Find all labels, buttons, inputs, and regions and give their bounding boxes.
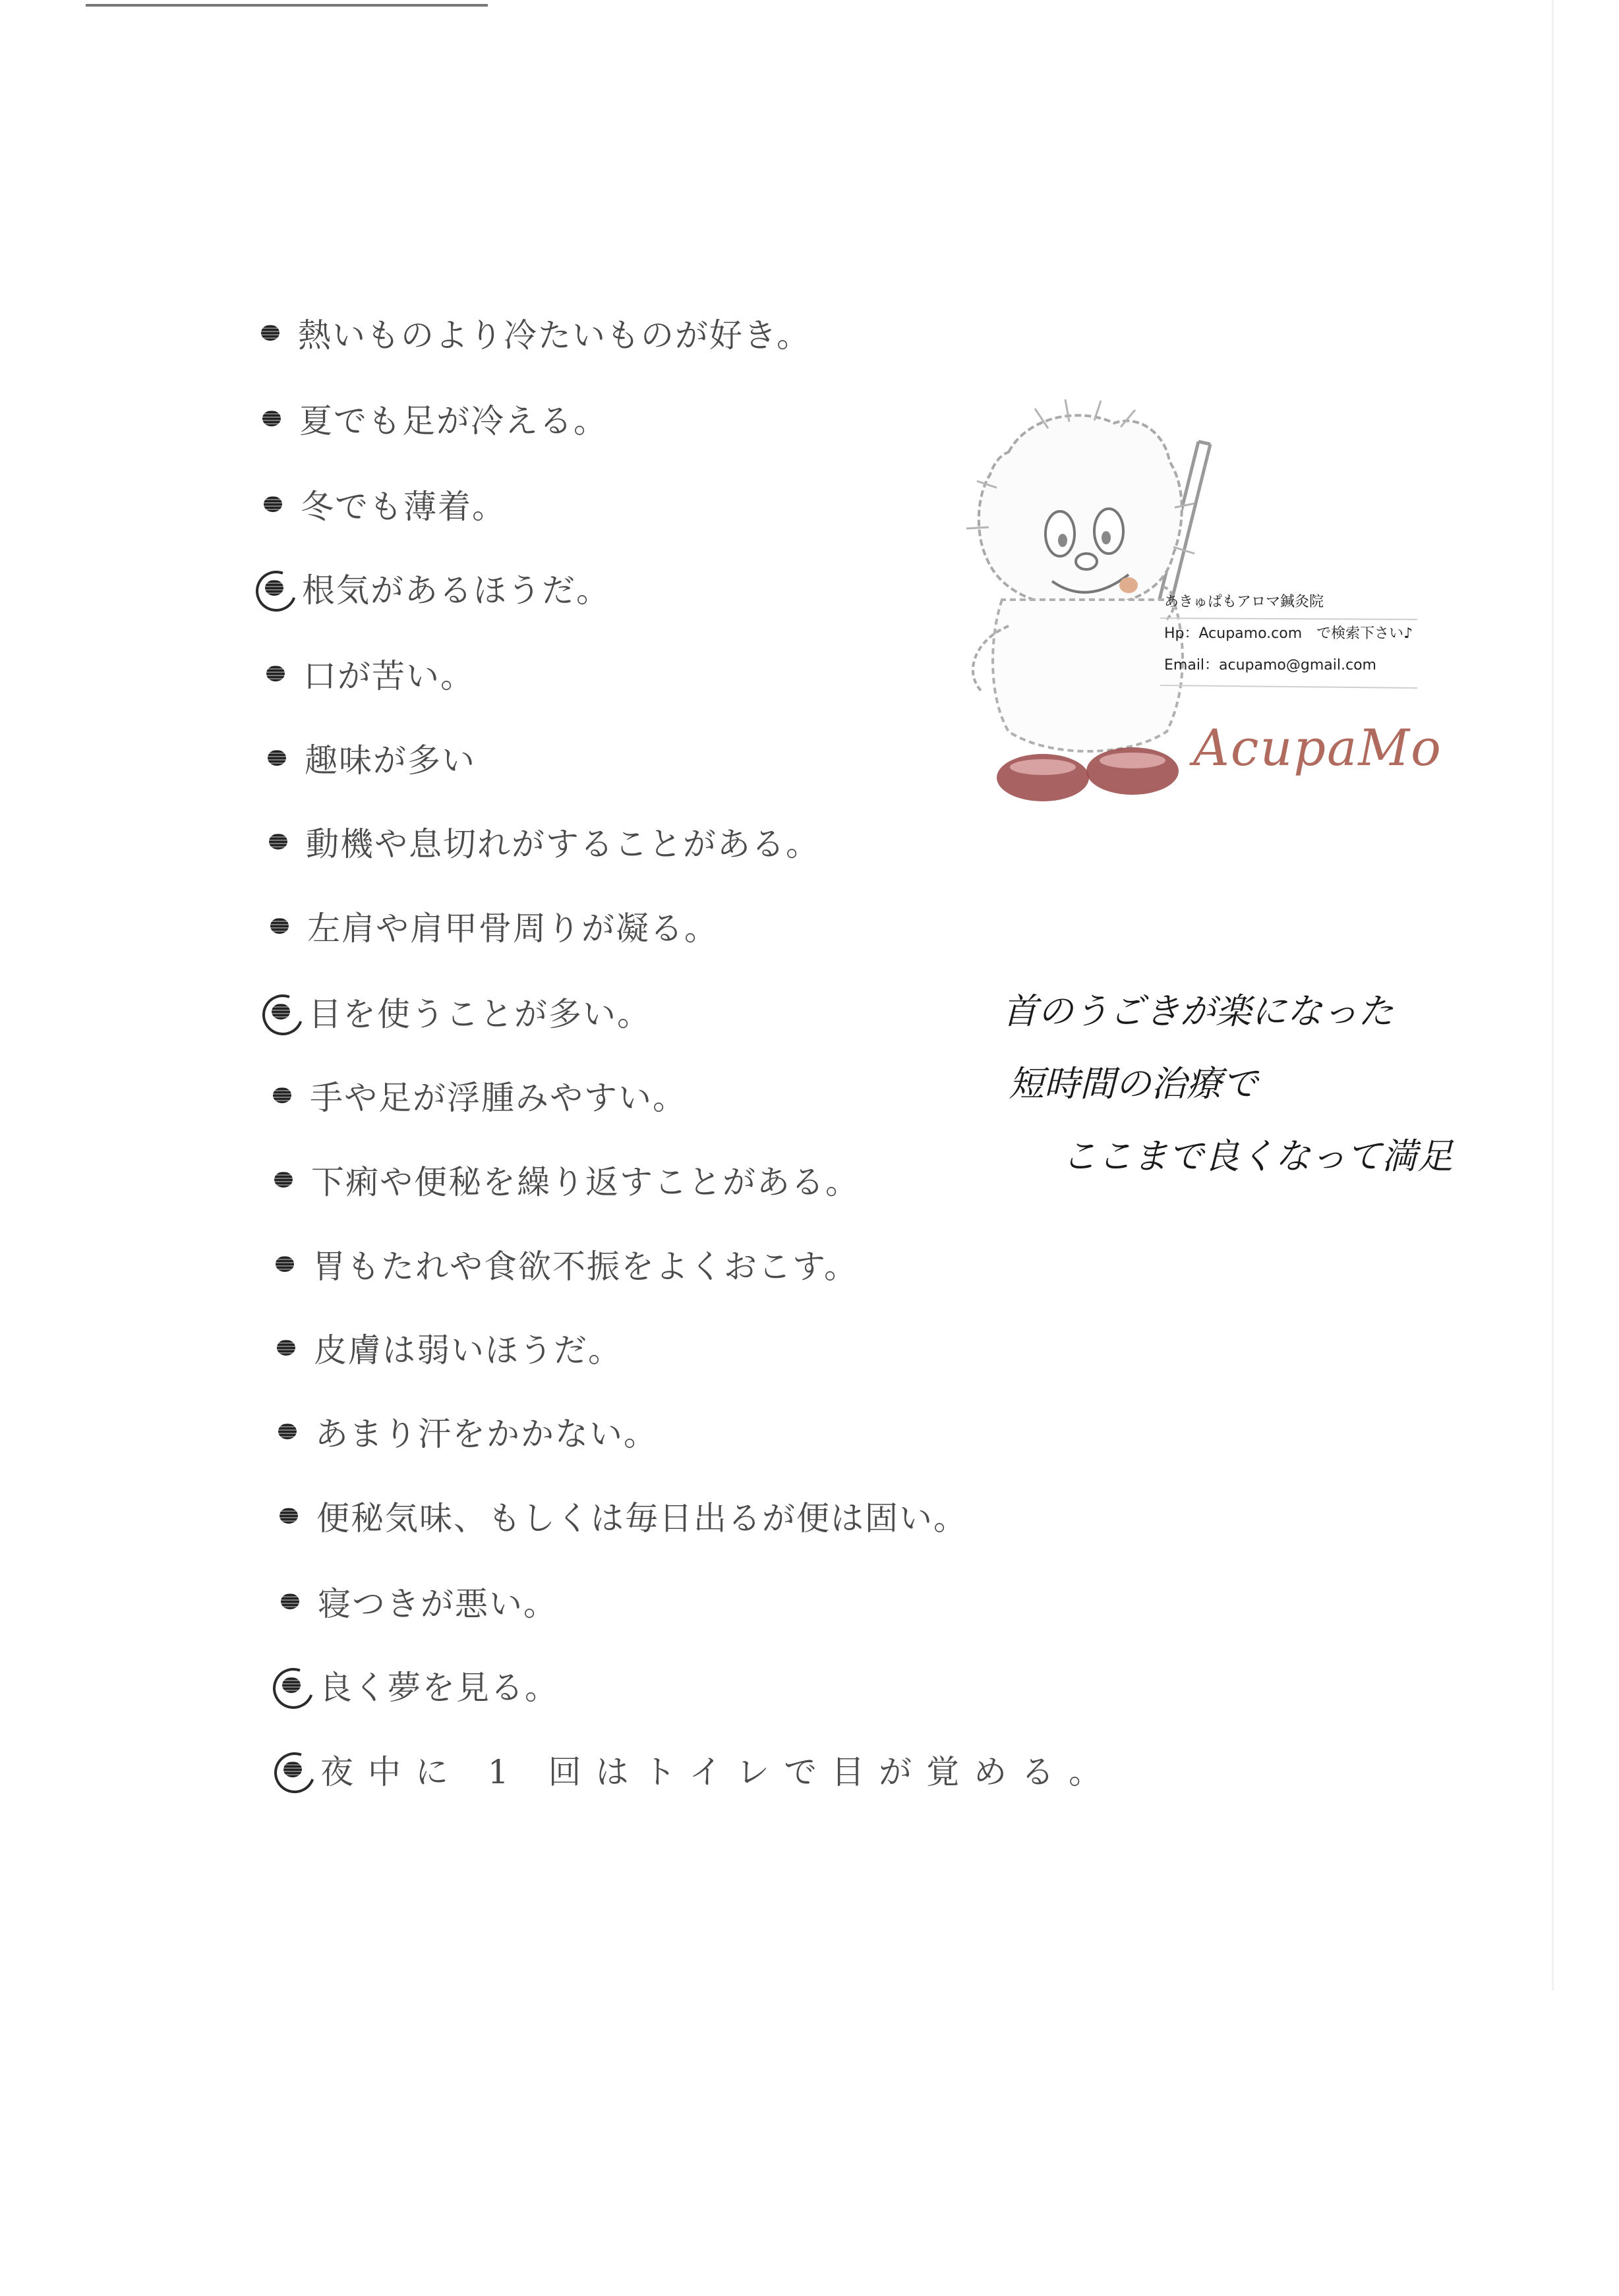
- bullet-icon: [266, 1321, 306, 1374]
- checklist-item-7: [258, 815, 820, 868]
- checklist-item-text: 口が苦い。: [303, 657, 475, 695]
- bullet-icon: [270, 1575, 310, 1628]
- checklist-item-text: 手や足が浮腫みやすい。: [310, 1079, 687, 1117]
- checklist-item-5: [256, 647, 475, 700]
- checklist-item-10: [262, 1069, 687, 1122]
- checklist-item-13: [266, 1321, 622, 1374]
- bullet-icon: [253, 478, 293, 531]
- checklist-item-text: 夜中に 1 回はトイレで目が覚める。: [320, 1753, 1117, 1791]
- checklist-item-9: [261, 985, 651, 1038]
- checklist-item-17: [272, 1659, 559, 1711]
- checklist-item-11: [264, 1153, 860, 1206]
- checklist-item-text: 良く夢を見る。: [319, 1669, 559, 1707]
- checklist-item-text: 夏でも足が冷える。: [299, 402, 608, 440]
- bullet-icon: [262, 1069, 302, 1122]
- bullet-icon: [265, 1238, 305, 1290]
- note-line-2: 短時間の治療で: [1009, 1063, 1258, 1105]
- clinic-website: Hp：Acupamo.com で検索下さい♪: [1164, 625, 1413, 642]
- checklist-item-text: 寝つきが悪い。: [318, 1585, 558, 1623]
- clinic-email: Email：acupamo@gmail.com: [1164, 657, 1376, 674]
- page-edge-shadow: [1552, 0, 1554, 1990]
- checklist-item-text: 動機や息切れがすることがある。: [306, 825, 820, 863]
- checklist-item-2: [252, 392, 608, 445]
- clinic-name: あきゅぱもアロマ鍼灸院: [1164, 594, 1324, 610]
- checklist-item-text: 目を使うことが多い。: [309, 995, 651, 1033]
- stamp-text-block: [1164, 587, 1413, 681]
- circled-bullet-icon: [254, 561, 294, 614]
- circled-bullet-icon: [261, 985, 301, 1038]
- checklist-item-text: 熱いものより冷たいものが好き。: [298, 316, 811, 355]
- circled-bullet-icon: [272, 1659, 311, 1711]
- checklist-item-3: [253, 478, 506, 531]
- checklist-item-8: [260, 900, 719, 952]
- bullet-icon: [269, 1489, 309, 1542]
- bullet-icon: [256, 647, 295, 700]
- checklist-item-4: [254, 561, 610, 614]
- checklist-item-15: [269, 1489, 968, 1542]
- note-line-3: ここまで良くなって満足: [1061, 1135, 1453, 1177]
- checklist-item-14: [268, 1405, 658, 1458]
- checklist-item-text: 下痢や便秘を繰り返すことがある。: [311, 1163, 860, 1201]
- bullet-icon: [252, 392, 291, 445]
- checklist-item-text: あまり汗をかかない。: [315, 1415, 658, 1453]
- checklist-item-12: [265, 1238, 858, 1290]
- checklist-item-text: 趣味が多い: [305, 741, 476, 780]
- checklist-item-text: 左肩や肩甲骨周りが凝る。: [307, 909, 719, 948]
- checklist-item-text: 皮膚は弱いほうだ。: [314, 1331, 622, 1369]
- circled-bullet-icon: [273, 1743, 312, 1796]
- checklist-item-16: [270, 1575, 558, 1628]
- bullet-icon: [268, 1405, 307, 1458]
- brand-logo-text: AcupaMo: [1193, 718, 1442, 777]
- checklist-item-6: [257, 732, 476, 784]
- checklist-item-text: 冬でも薄着。: [301, 488, 506, 526]
- bullet-icon: [257, 732, 297, 784]
- handwritten-note: [1002, 975, 1463, 1193]
- checklist-item-1: [250, 306, 811, 359]
- checklist-item-text: 胃もたれや食欲不振をよくおこす。: [312, 1248, 858, 1286]
- note-line-1: 首のうごきが楽になった: [1002, 990, 1394, 1032]
- checklist-item-18: [273, 1743, 1116, 1796]
- bullet-icon: [250, 306, 290, 359]
- checklist-item-text: 根気があるほうだ。: [302, 571, 610, 610]
- bullet-icon: [260, 900, 299, 952]
- clinic-stamp: [916, 389, 1442, 824]
- bullet-icon: [264, 1153, 303, 1206]
- bullet-icon: [258, 815, 298, 868]
- checklist-item-text: 便秘気味、もしくは毎日出るが便は固い。: [316, 1499, 968, 1537]
